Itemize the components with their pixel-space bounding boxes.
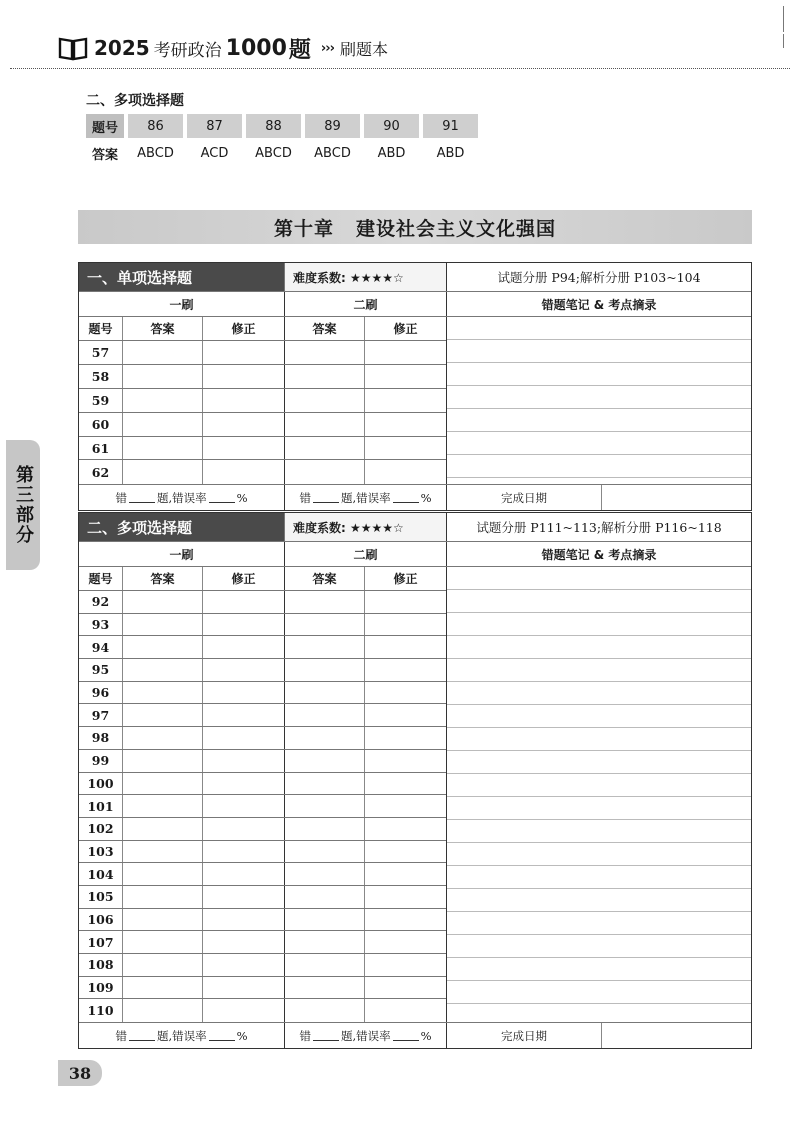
- answer-cell[interactable]: [284, 341, 364, 364]
- answer-cell[interactable]: [122, 886, 202, 908]
- question-row: [79, 413, 446, 437]
- fix-cell[interactable]: [202, 999, 284, 1022]
- page-number: 38: [58, 1060, 102, 1086]
- answer-cell[interactable]: [122, 614, 202, 636]
- answer-value: ACD: [200, 145, 229, 161]
- question-number: 109: [87, 980, 114, 996]
- header-year: 2025: [94, 36, 150, 60]
- question-row: [79, 659, 446, 682]
- question-number: 97: [91, 707, 110, 723]
- col-answer-header: 答案: [284, 567, 364, 590]
- answer-number: 88: [246, 114, 301, 138]
- answer-value-row: [86, 138, 478, 168]
- question-number: 100: [87, 775, 114, 791]
- question-number: 110: [87, 1003, 114, 1019]
- fix-cell[interactable]: [364, 750, 446, 772]
- answer-number: 90: [364, 114, 419, 138]
- question-number: 96: [91, 685, 110, 701]
- question-row: [79, 341, 446, 365]
- fix-cell[interactable]: [202, 909, 284, 931]
- question-row: [79, 773, 446, 796]
- answer-columns: [79, 567, 446, 1022]
- answer-cell[interactable]: [284, 659, 364, 681]
- fix-cell[interactable]: [364, 727, 446, 749]
- fix-cell[interactable]: [364, 977, 446, 999]
- row-label: 题号: [86, 114, 124, 138]
- fix-cell[interactable]: [364, 863, 446, 885]
- fix-cell[interactable]: [364, 954, 446, 976]
- fix-cell[interactable]: [202, 886, 284, 908]
- fix-cell[interactable]: [202, 389, 284, 412]
- answer-cell[interactable]: [284, 437, 364, 460]
- fix-cell[interactable]: [202, 437, 284, 460]
- answer-cell[interactable]: [284, 591, 364, 613]
- fix-cell[interactable]: [202, 614, 284, 636]
- question-number: 98: [91, 730, 110, 746]
- answer-cell[interactable]: [122, 909, 202, 931]
- fix-cell[interactable]: [364, 437, 446, 460]
- answer-value: ABD: [436, 145, 465, 161]
- completion-date-field[interactable]: [601, 1023, 751, 1048]
- answer-cell[interactable]: [122, 636, 202, 658]
- fix-cell[interactable]: [202, 659, 284, 681]
- question-number: 57: [91, 344, 110, 360]
- question-row: [79, 682, 446, 705]
- fix-cell[interactable]: [364, 365, 446, 388]
- completion-date-field[interactable]: [601, 485, 751, 510]
- answer-cell[interactable]: [284, 931, 364, 953]
- second-pass-label: 二刷: [284, 292, 446, 316]
- first-pass-label: 一刷: [169, 547, 194, 562]
- question-row: [79, 591, 446, 614]
- answer-grid: [79, 567, 751, 1023]
- first-pass-error-rate: 错 题,错误率 %: [115, 1028, 248, 1043]
- col-fix-header: 修正: [364, 567, 446, 590]
- answer-number: 87: [187, 114, 242, 138]
- question-row: [79, 931, 446, 954]
- answer-cell[interactable]: [284, 818, 364, 840]
- fix-cell[interactable]: [364, 999, 446, 1022]
- fix-cell[interactable]: [364, 636, 446, 658]
- section-header-row: [79, 263, 751, 292]
- answer-value: ABCD: [314, 145, 351, 161]
- answer-key-table: [82, 114, 482, 168]
- answer-cell[interactable]: [122, 818, 202, 840]
- notes-header: 错题笔记 & 考点摘录: [446, 292, 751, 316]
- answer-cell[interactable]: [284, 999, 364, 1022]
- answer-cell[interactable]: [284, 909, 364, 931]
- first-pass-label: 一刷: [169, 297, 194, 312]
- fix-cell[interactable]: [202, 750, 284, 772]
- question-number: 101: [87, 798, 114, 814]
- header-ti: 题: [288, 37, 311, 63]
- answer-cell[interactable]: [122, 365, 202, 388]
- column-header-row: [79, 317, 446, 341]
- answer-cell[interactable]: [122, 795, 202, 817]
- fix-cell[interactable]: [202, 704, 284, 726]
- fix-cell[interactable]: [202, 863, 284, 885]
- fix-cell[interactable]: [364, 413, 446, 436]
- section-header-row: [79, 513, 751, 542]
- answer-cell[interactable]: [122, 389, 202, 412]
- answer-cell[interactable]: [122, 999, 202, 1022]
- section-title: 一、单项选择题: [79, 263, 284, 291]
- completion-date-label: 完成日期: [446, 485, 601, 510]
- answer-cell[interactable]: [122, 413, 202, 436]
- error-rate-row: [79, 485, 751, 510]
- question-number: 102: [87, 821, 114, 837]
- fix-cell[interactable]: [202, 636, 284, 658]
- answer-cell[interactable]: [284, 841, 364, 863]
- second-pass-error-rate: 错 题,错误率 %: [284, 1023, 446, 1048]
- fix-cell[interactable]: [364, 659, 446, 681]
- answer-cell[interactable]: [284, 365, 364, 388]
- question-row: [79, 818, 446, 841]
- answer-columns: [79, 317, 446, 484]
- col-number-header: 题号: [88, 322, 113, 336]
- fix-cell[interactable]: [202, 591, 284, 613]
- question-number: 95: [91, 662, 110, 678]
- answer-value: ABCD: [137, 145, 174, 161]
- answer-cell[interactable]: [284, 863, 364, 885]
- answer-cell[interactable]: [122, 841, 202, 863]
- answer-cell[interactable]: [122, 460, 202, 484]
- answer-cell[interactable]: [122, 954, 202, 976]
- answer-cell[interactable]: [122, 773, 202, 795]
- answer-cell[interactable]: [122, 863, 202, 885]
- fix-cell[interactable]: [364, 614, 446, 636]
- question-row: [79, 460, 446, 484]
- answer-cell[interactable]: [284, 750, 364, 772]
- fix-cell[interactable]: [364, 682, 446, 704]
- question-row: [79, 704, 446, 727]
- question-row: [79, 389, 446, 413]
- question-row: [79, 909, 446, 932]
- question-row: [79, 863, 446, 886]
- col-fix-header: 修正: [364, 317, 446, 340]
- question-number: 107: [87, 934, 114, 950]
- question-number: 103: [87, 843, 114, 859]
- section-title: 二、多项选择题: [79, 513, 284, 541]
- question-row: [79, 636, 446, 659]
- question-number: 58: [91, 368, 110, 384]
- page-reference: 试题分册 P94;解析分册 P103~104: [446, 263, 751, 291]
- chevrons-icon: ›››: [320, 40, 334, 56]
- answer-cell[interactable]: [122, 341, 202, 364]
- fix-cell[interactable]: [202, 773, 284, 795]
- question-number: 93: [91, 617, 110, 633]
- answer-cell[interactable]: [122, 977, 202, 999]
- question-number: 59: [91, 392, 110, 408]
- col-fix-header: 修正: [202, 317, 284, 340]
- question-row: [79, 437, 446, 461]
- chapter-banner: [78, 210, 752, 244]
- fix-cell[interactable]: [202, 818, 284, 840]
- part-label: 第三部分: [13, 465, 34, 545]
- answer-cell[interactable]: [284, 773, 364, 795]
- first-pass-error-rate: 错 题,错误率 %: [115, 490, 248, 505]
- answer-cell[interactable]: [122, 750, 202, 772]
- fix-cell[interactable]: [202, 841, 284, 863]
- col-answer-header: 答案: [122, 567, 202, 590]
- fix-cell[interactable]: [364, 886, 446, 908]
- col-number-header: 题号: [88, 572, 113, 586]
- answer-value: ABCD: [255, 145, 292, 161]
- fix-cell[interactable]: [202, 977, 284, 999]
- answer-cell[interactable]: [284, 704, 364, 726]
- question-row: [79, 795, 446, 818]
- difficulty-rating: 难度系数: ★★★★☆: [284, 263, 446, 291]
- question-number: 99: [91, 753, 110, 769]
- fix-cell[interactable]: [364, 341, 446, 364]
- fix-cell[interactable]: [364, 795, 446, 817]
- fix-cell[interactable]: [364, 931, 446, 953]
- answer-section-title: 二、多项选择题: [86, 93, 184, 109]
- multiple-choice-table: [78, 512, 752, 1049]
- answer-value: ABD: [377, 145, 406, 161]
- fix-cell[interactable]: [202, 954, 284, 976]
- part-side-tab: [6, 440, 40, 570]
- answer-cell[interactable]: [284, 727, 364, 749]
- error-rate-row: [79, 1023, 751, 1048]
- page-reference: 试题分册 P111~113;解析分册 P116~118: [446, 513, 751, 541]
- answer-cell[interactable]: [284, 795, 364, 817]
- answer-cell[interactable]: [284, 413, 364, 436]
- pass-header-row: [79, 542, 751, 567]
- fix-cell[interactable]: [364, 841, 446, 863]
- second-pass-error-rate: 错 题,错误率 %: [284, 485, 446, 510]
- answer-cell[interactable]: [284, 954, 364, 976]
- row-label: 答案: [91, 147, 118, 163]
- fix-cell[interactable]: [202, 682, 284, 704]
- answer-cell[interactable]: [122, 727, 202, 749]
- fix-cell[interactable]: [202, 727, 284, 749]
- answer-cell[interactable]: [122, 704, 202, 726]
- question-row: [79, 954, 446, 977]
- header-name: 考研政治: [153, 40, 222, 61]
- fix-cell[interactable]: [202, 341, 284, 364]
- question-number: 61: [91, 440, 110, 456]
- fix-cell[interactable]: [202, 365, 284, 388]
- fix-cell[interactable]: [364, 704, 446, 726]
- notes-area[interactable]: [446, 567, 751, 1022]
- answer-number: 91: [423, 114, 478, 138]
- question-row: [79, 727, 446, 750]
- fix-cell[interactable]: [202, 931, 284, 953]
- crop-mark: [783, 34, 784, 48]
- answer-cell[interactable]: [284, 460, 364, 484]
- question-number: 94: [91, 639, 110, 655]
- fix-cell[interactable]: [364, 909, 446, 931]
- answer-cell[interactable]: [284, 614, 364, 636]
- col-answer-header: 答案: [122, 317, 202, 340]
- fix-cell[interactable]: [364, 460, 446, 484]
- fix-cell[interactable]: [202, 413, 284, 436]
- question-row: [79, 977, 446, 1000]
- question-number: 92: [91, 594, 110, 610]
- single-choice-table: [78, 262, 752, 511]
- answer-cell[interactable]: [284, 886, 364, 908]
- question-number: 104: [87, 866, 114, 882]
- answer-cell[interactable]: [122, 437, 202, 460]
- notes-header: 错题笔记 & 考点摘录: [446, 542, 751, 566]
- header-subtitle: 刷题本: [340, 39, 389, 59]
- header-count: 1000: [225, 35, 287, 61]
- completion-date-label: 完成日期: [446, 1023, 601, 1048]
- fix-cell[interactable]: [202, 460, 284, 484]
- answer-cell[interactable]: [284, 682, 364, 704]
- question-row: [79, 999, 446, 1022]
- column-header-row: [79, 567, 446, 591]
- question-number: 60: [91, 416, 110, 432]
- col-answer-header: 答案: [284, 317, 364, 340]
- question-number: 108: [87, 957, 114, 973]
- chapter-number: 第十章: [273, 217, 334, 240]
- fix-cell[interactable]: [364, 773, 446, 795]
- fix-cell[interactable]: [364, 389, 446, 412]
- answer-cell[interactable]: [122, 931, 202, 953]
- answer-cell[interactable]: [122, 682, 202, 704]
- question-row: [79, 365, 446, 389]
- answer-cell[interactable]: [284, 636, 364, 658]
- question-row: [79, 614, 446, 637]
- header-divider: [10, 68, 790, 69]
- answer-number: 86: [128, 114, 183, 138]
- question-number: 62: [91, 464, 110, 480]
- question-number: 105: [87, 889, 114, 905]
- chapter-title: 建设社会主义文化强国: [356, 217, 557, 240]
- fix-cell[interactable]: [202, 795, 284, 817]
- pass-header-row: [79, 292, 751, 317]
- book-icon: [58, 35, 88, 61]
- crop-mark: [783, 6, 784, 32]
- answer-cell[interactable]: [284, 389, 364, 412]
- fix-cell[interactable]: [364, 818, 446, 840]
- answer-number: 89: [305, 114, 360, 138]
- answer-cell[interactable]: [122, 659, 202, 681]
- second-pass-label: 二刷: [284, 542, 446, 566]
- answer-number-row: [86, 114, 478, 138]
- question-row: [79, 750, 446, 773]
- difficulty-rating: 难度系数: ★★★★☆: [284, 513, 446, 541]
- question-number: 106: [87, 911, 114, 927]
- question-row: [79, 841, 446, 864]
- answer-cell[interactable]: [284, 977, 364, 999]
- running-header: [58, 30, 388, 66]
- notes-area[interactable]: [446, 317, 751, 484]
- fix-cell[interactable]: [364, 591, 446, 613]
- answer-grid: [79, 317, 751, 485]
- answer-cell[interactable]: [122, 591, 202, 613]
- question-row: [79, 886, 446, 909]
- col-fix-header: 修正: [202, 567, 284, 590]
